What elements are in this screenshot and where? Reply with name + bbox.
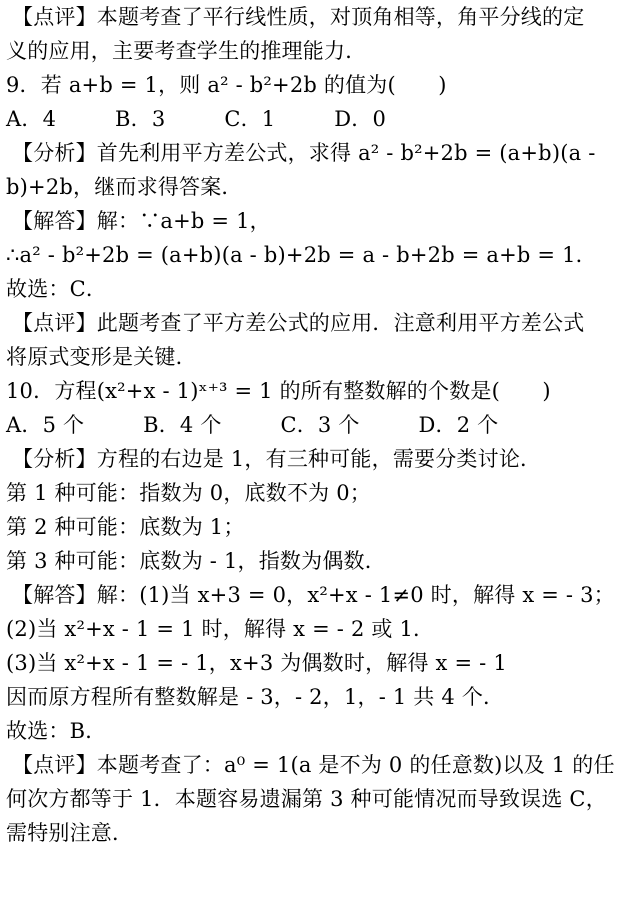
text-line: 第 2 种可能：底数为 1； <box>6 515 245 539</box>
q10-option-b: B．4 个 <box>143 413 222 437</box>
question-10: 10．方程(x²+x - 1)ˣ⁺³ = 1 的所有整数解的个数是( ) <box>6 379 551 403</box>
text-line: 需特别注意． <box>6 821 134 845</box>
question-9: 9．若 a+b = 1，则 a² - b²+2b 的值为( ) <box>6 73 447 97</box>
q10-option-c: C．3 个 <box>280 413 360 437</box>
q10-option-d: D．2 个 <box>418 413 499 437</box>
text-line: 【点评】本题考查了：a⁰ = 1(a 是不为 0 的任意数)以及 1 的任 <box>12 753 615 777</box>
text-line: 【点评】本题考查了平行线性质，对顶角相等，角平分线的定 <box>12 5 585 29</box>
q9-option-c: C．1 <box>224 107 276 131</box>
text-line: 义的应用，主要考查学生的推理能力． <box>6 39 367 63</box>
text-line: 因而原方程所有整数解是 - 3，- 2，1，- 1 共 4 个． <box>6 685 505 709</box>
text-line: 【点评】此题考查了平方差公式的应用．注意利用平方差公式 <box>12 311 585 335</box>
q9-option-b: B．3 <box>115 107 166 131</box>
text-line: 【分析】方程的右边是 1，有三种可能，需要分类讨论． <box>12 447 542 471</box>
text-line: 第 1 种可能：指数为 0，底数不为 0； <box>6 481 371 505</box>
q9-option-a: A．4 <box>6 107 57 131</box>
text-line: 故选：B． <box>6 719 107 743</box>
text-line: 【解答】解：(1)当 x+3 = 0，x²+x - 1≠0 时，解得 x = - 3； <box>12 583 615 607</box>
q9-options <box>6 104 386 134</box>
text-line: 【解答】解：∵a+b = 1， <box>12 209 271 233</box>
text-line: ∴a² - b²+2b = (a+b)(a - b)+2b = a - b+2b = a+b = 1． <box>6 243 597 267</box>
text-line: 第 3 种可能：底数为 - 1，指数为偶数． <box>6 549 386 573</box>
text-line: 何次方都等于 1．本题容易遗漏第 3 种可能情况而导致误选 C， <box>6 787 607 811</box>
q10-options <box>6 410 498 440</box>
q10-option-a: A．5 个 <box>6 413 85 437</box>
text-line: 故选：C． <box>6 277 108 301</box>
text-line: (3)当 x²+x - 1 = - 1，x+3 为偶数时，解得 x = - 1 <box>6 651 507 675</box>
text-line: (2)当 x²+x - 1 = 1 时，解得 x = - 2 或 1． <box>6 617 435 641</box>
text-line: 【分析】首先利用平方差公式，求得 a² - b²+2b = (a+b)(a - <box>12 141 596 165</box>
text-line: b)+2b，继而求得答案． <box>6 175 243 199</box>
text-line: 将原式变形是关键． <box>6 345 197 369</box>
q9-option-d: D．0 <box>334 107 387 131</box>
